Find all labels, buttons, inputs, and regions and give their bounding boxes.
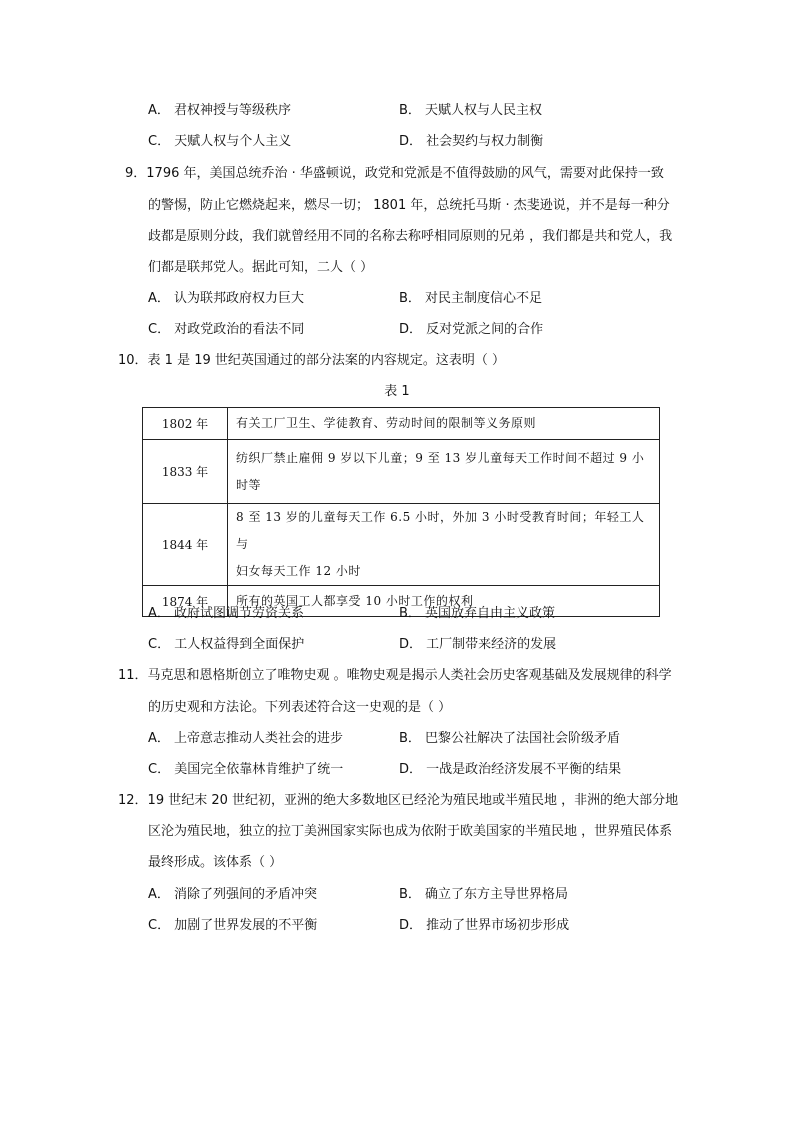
table-cell-year: 1874 年 xyxy=(143,586,228,617)
table-cell-content xyxy=(228,408,660,440)
q12-option-b: B． 确立了东方主导世界格局 xyxy=(399,887,569,902)
q11-option-a: A． 上帝意志推动人类社会的进步 xyxy=(148,731,344,746)
table-cell-line: 所有的英国工人都享受 10 小时工作的权利 xyxy=(236,593,474,608)
q8-option-b: B． 天赋人权与人民主权 xyxy=(399,103,543,118)
q10-option-b: B． 英国放弃自由主义政策 xyxy=(399,606,556,621)
table-cell-year: 1844 年 xyxy=(143,504,228,586)
q12-option-a: A． 消除了列强间的矛盾冲突 xyxy=(148,887,318,902)
q9-stem-line-3: 歧都是原则分歧，我们就曾经用不同的名称去称呼相同原则的兄弟 ，我们都是共和党人，我 xyxy=(148,229,673,244)
q10-option-d: D． 工厂制带来经济的发展 xyxy=(399,637,557,652)
q11-option-c: C． 美国完全依靠林肯维护了统一 xyxy=(148,762,344,777)
q8-option-a: A． 君权神授与等级秩序 xyxy=(148,103,292,118)
q12-stem-line-2: 区沦为殖民地，独立的拉丁美洲国家实际也成为依附于欧美国家的半殖民地 ，世界殖民体系 xyxy=(148,824,673,839)
table-cell-content xyxy=(228,440,660,504)
q11-stem-line-1: 11．马克思和恩格斯创立了唯物史观 。唯物史观是揭示人类社会历史客观基础及发展规律的科学 xyxy=(118,668,672,683)
q9-option-b: B． 对民主制度信心不足 xyxy=(399,291,543,306)
q10-option-a: A． 政府试图调节劳资关系 xyxy=(148,606,305,621)
law-table xyxy=(142,407,660,617)
table-cell-line: 时等 xyxy=(236,477,262,492)
q8-option-d: D． 社会契约与权力制衡 xyxy=(399,134,544,149)
q9-option-d: D． 反对党派之间的合作 xyxy=(399,322,544,337)
table-cell-year: 1833 年 xyxy=(143,440,228,504)
q9-stem-line-4: 们都是联邦党人。据此可知，二人（ ） xyxy=(148,260,374,275)
q12-stem-line-3: 最终形成。该体系（ ） xyxy=(148,855,283,870)
q12-option-d: D． 推动了世界市场初步形成 xyxy=(399,918,570,933)
q9-stem-line-2: 的警惕，防止它燃烧起来，燃尽一切； 1801 年，总统托马斯 · 杰斐逊说，并不是每一种分 xyxy=(148,198,670,213)
table-row xyxy=(143,408,660,440)
q12-stem-line-1: 12．19 世纪末 20 世纪初，亚洲的绝大多数地区已经沦为殖民地或半殖民地 ，非洲的绝大部分地 xyxy=(118,793,679,808)
table-cell-line: 纺织厂禁止雇佣 9 岁以下儿童；9 至 13 岁儿童每天工作时间不超过 9 小 xyxy=(236,450,645,465)
table-cell-year: 1802 年 xyxy=(143,408,228,440)
table-caption: 表 1 xyxy=(384,384,410,399)
table-cell-content xyxy=(228,504,660,586)
q9-option-c: C． 对政党政治的看法不同 xyxy=(148,322,305,337)
q10-stem-line-1: 10．表 1 是 19 世纪英国通过的部分法案的内容规定。这表明（ ） xyxy=(118,353,506,368)
table-cell-line: 妇女每天工作 12 小时 xyxy=(236,564,361,578)
table-row xyxy=(143,440,660,504)
table-cell-line: 8 至 13 岁的儿童每天工作 6.5 小时，外加 3 小时受教育时间；年轻工人与 xyxy=(236,510,645,551)
q11-option-d: D． 一战是政治经济发展不平衡的结果 xyxy=(399,762,622,777)
table-row xyxy=(143,504,660,586)
q12-option-c: C． 加剧了世界发展的不平衡 xyxy=(148,918,318,933)
q8-option-c: C． 天赋人权与个人主义 xyxy=(148,134,292,149)
q10-option-c: C． 工人权益得到全面保护 xyxy=(148,637,305,652)
q11-option-b: B． 巴黎公社解决了法国社会阶级矛盾 xyxy=(399,731,621,746)
q11-stem-line-2: 的历史观和方法论。下列表述符合这一史观的是（ ） xyxy=(148,700,452,715)
table-cell-line: 有关工厂卫生、学徒教育、劳动时间的限制等义务原则 xyxy=(236,416,537,430)
q9-stem-line-1: 9．1796 年，美国总统乔治 · 华盛顿说，政党和党派是不值得鼓励的风气，需要对此保持一致 xyxy=(125,166,664,181)
q9-option-a: A． 认为联邦政府权力巨大 xyxy=(148,291,305,306)
